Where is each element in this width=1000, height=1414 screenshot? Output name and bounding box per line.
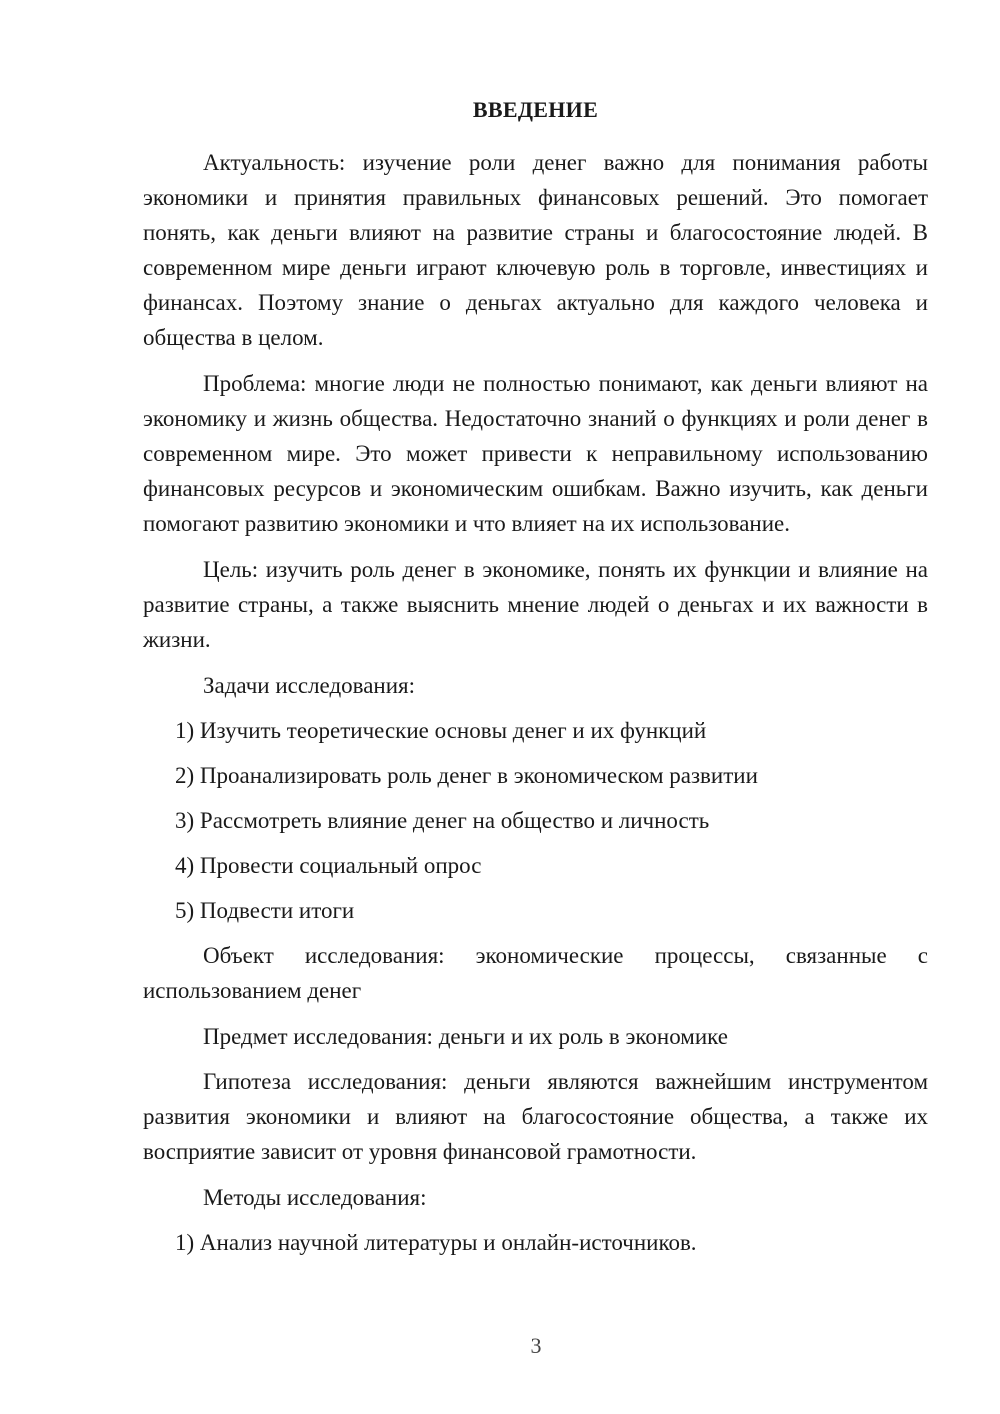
- goal-paragraph: Цель: изучить роль денег в экономике, понять их функции и влияние на развитие страны, а также выяснить мнение людей о деньгах и их важности в жизни.: [143, 557, 928, 652]
- task-item-5: 5) Подвести итоги: [175, 898, 355, 923]
- task-item-1: 1) Изучить теоретические основы денег и их функций: [175, 718, 707, 743]
- tasks-heading: Задачи исследования:: [203, 673, 416, 698]
- document-page: [143, 95, 928, 1270]
- task-item-3: 3) Рассмотреть влияние денег на общество и личность: [175, 808, 710, 833]
- section-title: ВВЕДЕНИЕ: [472, 97, 599, 122]
- page-number: 3: [530, 1333, 542, 1358]
- task-item-4: 4) Провести социальный опрос: [175, 853, 482, 878]
- relevance-paragraph: Актуальность: изучение роли денег важно для понимания работы экономики и принятия правильных финансовых решений. Это помогает понять, как деньги влияют на развитие страны и благосостояние людей. В современном мире деньги играют ключевую роль в торговле, инвестициях и финансах. Поэтому знание о деньгах актуально для каждого человека и общества в целом.: [143, 150, 928, 350]
- subject-line: Предмет исследования: деньги и их роль в экономике: [203, 1024, 728, 1049]
- hypothesis-paragraph: Гипотеза исследования: деньги являются важнейшим инструментом развития экономики и влияют на благосостояние общества, а также их восприятие зависит от уровня финансовой грамотности.: [143, 1069, 928, 1164]
- method-item-1: 1) Анализ научной литературы и онлайн-источников.: [175, 1230, 697, 1255]
- problem-paragraph: Проблема: многие люди не полностью понимают, как деньги влияют на экономику и жизнь общества. Недостаточно знаний о функциях и роли денег в современном мире. Это может привести к неправильному использованию финансовых ресурсов и экономическим ошибкам. Важно изучить, как деньги помогают развитию экономики и что влияет на их использование.: [143, 371, 928, 536]
- object-paragraph: Объект исследования: экономические процессы, связанные с использованием денег: [143, 943, 928, 1003]
- task-item-2: 2) Проанализировать роль денег в экономическом развитии: [175, 763, 758, 788]
- methods-heading: Методы исследования:: [203, 1185, 427, 1210]
